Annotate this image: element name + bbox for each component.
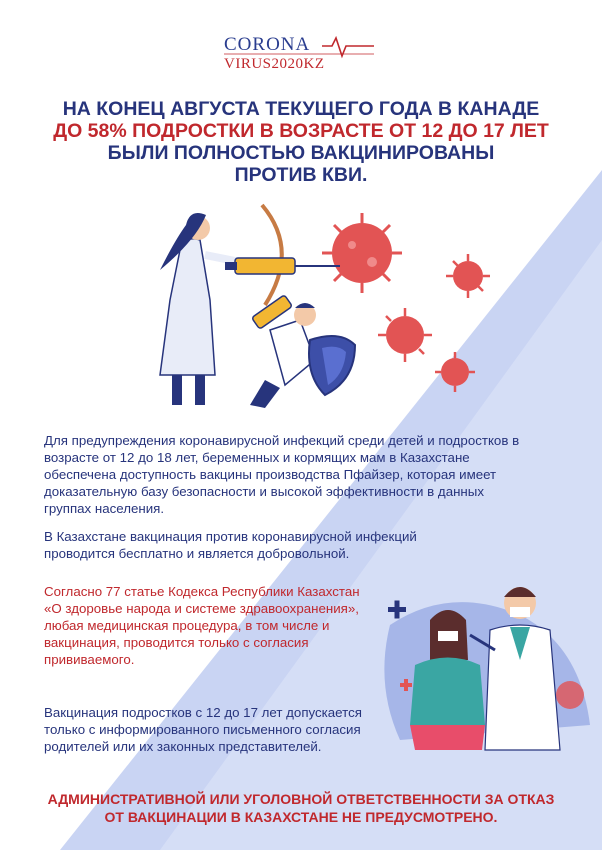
paragraph-pfizer-availability: Для предупреждения коронавирусной инфекций среди детей и подростков в возрасте от 12 до 18 лет, беременных и кормящих мам в Казахстане обеспечена доступность вакцины производства Пфайзер, которая имеет доказательную базу безопасности и высокой эффективности в данных группах населения. <box>44 433 520 516</box>
shield-icon <box>309 336 355 395</box>
doctor-figure <box>160 205 282 405</box>
footer-line1: АДМИНИСТРАТИВНОЙ ИЛИ УГОЛОВНОЙ ОТВЕТСТВЕННОСТИ ЗА ОТКАЗ <box>47 791 555 807</box>
virus-icon <box>378 308 432 362</box>
virus-icon <box>435 352 475 392</box>
headline-line3: БЫЛИ ПОЛНОСТЬЮ ВАКЦИНИРОВАНЫ <box>107 142 495 164</box>
paragraph-code-article-77: Согласно 77 статье Кодекса Республики Казахстан «О здоровье народа и системе здравоохранения», любая медицинская процедура, в том числе и вакцинация, проводится только с согласия прививаемого. <box>44 584 360 667</box>
headline-line4: ПРОТИВ КВИ. <box>234 164 368 186</box>
virus-icon <box>322 213 402 293</box>
footer-line2: ОТ ВАКЦИНАЦИИ В КАЗАХСТАНЕ НЕ ПРЕДУСМОТРЕНО. <box>104 809 498 825</box>
logo-suffix: KZ <box>303 56 325 72</box>
virus-icon <box>446 254 490 298</box>
headline-line1: НА КОНЕЦ АВГУСТА ТЕКУЩЕГО ГОДА В КАНАДЕ <box>62 98 540 120</box>
virus-icon <box>556 681 584 709</box>
paragraph-free-voluntary: В Казахстане вакцинация против коронавирусной инфекций проводится бесплатно и является добровольной. <box>44 529 417 561</box>
plus-icon <box>388 601 406 619</box>
footer-statement <box>20 790 582 826</box>
syringe-icon <box>225 258 340 329</box>
vaccination-illustration <box>370 565 602 765</box>
paragraph-parental-consent: Вакцинация подростков с 12 до 17 лет допускается только с информированного письменного согласия родителей или их законных представителей. <box>44 705 362 754</box>
logo-line2-main: VIRUS2020 <box>224 56 304 72</box>
headline-line2: ДО 58% ПОДРОСТКИ В ВОЗРАСТЕ ОТ 12 ДО 17 ЛЕТ <box>53 120 549 142</box>
logo-line1: CORONA <box>224 34 311 55</box>
